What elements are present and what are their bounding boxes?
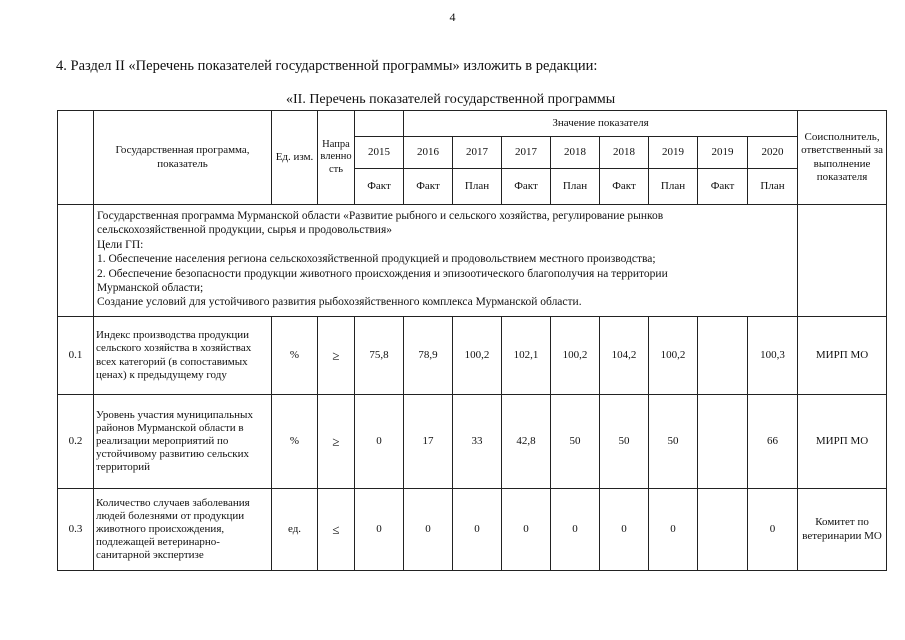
- value-cell: 78,9: [404, 317, 453, 395]
- page-number: 4: [449, 10, 456, 24]
- header-program: Государственная программа, показатель: [94, 111, 272, 205]
- type-cell: План: [551, 169, 600, 205]
- program-line: 1. Обеспечение населения региона сельскохозяйственной продукцией и продовольствием местного производства;: [97, 253, 656, 266]
- value-cell: 42,8: [502, 395, 551, 489]
- type-cell: Факт: [698, 169, 748, 205]
- value-cell: 100,2: [551, 317, 600, 395]
- type-cell: Факт: [404, 169, 453, 205]
- value-cell: 0: [748, 489, 798, 571]
- type-cell: План: [453, 169, 502, 205]
- value-cell: 0: [404, 489, 453, 571]
- program-responsible-cell: [798, 205, 887, 317]
- row-num: 0.2: [58, 395, 94, 489]
- year-cell: 2016: [404, 137, 453, 169]
- indicators-table: [57, 110, 887, 571]
- type-cell: План: [649, 169, 698, 205]
- program-line: 2. Обеспечение безопасности продукции животного происхождения и эпизоотического благополучия на территории: [97, 267, 668, 280]
- value-cell: [698, 489, 748, 571]
- header-row-1: [58, 111, 887, 137]
- program-line: Мурманской области;: [97, 281, 204, 294]
- value-cell: 75,8: [355, 317, 404, 395]
- year-cell: 2020: [748, 137, 798, 169]
- year-cell: 2019: [649, 137, 698, 169]
- value-cell: 100,2: [453, 317, 502, 395]
- value-cell: 100,2: [649, 317, 698, 395]
- row-unit: %: [272, 395, 318, 489]
- responsible-cell: Комитет по ветеринарии МО: [798, 489, 887, 571]
- year-cell: 2018: [600, 137, 649, 169]
- row-unit: %: [272, 317, 318, 395]
- value-cell: 0: [453, 489, 502, 571]
- row-num: 0.3: [58, 489, 94, 571]
- responsible-cell: МИРП МО: [798, 317, 887, 395]
- value-cell: 0: [502, 489, 551, 571]
- table-title: «II. Перечень показателей государственной программы: [286, 92, 616, 107]
- type-cell: Факт: [355, 169, 404, 205]
- type-cell: План: [748, 169, 798, 205]
- program-line: Создание условий для устойчивого развития рыбохозяйственного комплекса Мурманской области.: [97, 296, 582, 309]
- program-row: [58, 205, 887, 317]
- direction-icon: ≥: [318, 317, 355, 395]
- direction-icon: ≥: [318, 395, 355, 489]
- value-cell: 50: [600, 395, 649, 489]
- indicator-name: Уровень участия муниципальных районов Мурманской области в реализации мероприятий по устойчивому развитию сельских территорий: [94, 395, 272, 489]
- type-cell: Факт: [502, 169, 551, 205]
- year-cell: 2019: [698, 137, 748, 169]
- program-num-cell: [58, 205, 94, 317]
- intro-text: 4. Раздел II «Перечень показателей государственной программы» изложить в редакции:: [56, 58, 598, 74]
- header-blank-cell: [355, 111, 404, 137]
- value-cell: [698, 317, 748, 395]
- value-cell: 0: [355, 395, 404, 489]
- value-cell: 17: [404, 395, 453, 489]
- value-cell: 0: [600, 489, 649, 571]
- value-cell: 102,1: [502, 317, 551, 395]
- value-cell: 33: [453, 395, 502, 489]
- value-cell: 0: [649, 489, 698, 571]
- indicator-name: Количество случаев заболевания людей болезнями от продукции животного происхождения, подлежащей ветеринарно-санитарной экспертизе: [94, 489, 272, 571]
- year-cell: 2018: [551, 137, 600, 169]
- program-description: [94, 205, 798, 317]
- indicator-name: Индекс производства продукции сельского хозяйства в хозяйствах всех категорий (в сопоставимых ценах) к предыдущему году: [94, 317, 272, 395]
- year-cell: 2017: [453, 137, 502, 169]
- header-num-cell: [58, 111, 94, 205]
- value-cell: 0: [551, 489, 600, 571]
- header-direction: Направленность: [318, 111, 355, 205]
- value-cell: 0: [355, 489, 404, 571]
- year-cell: 2017: [502, 137, 551, 169]
- responsible-cell: МИРП МО: [798, 395, 887, 489]
- value-cell: 50: [551, 395, 600, 489]
- program-line: Государственная программа Мурманской области «Развитие рыбного и сельского хозяйства, регулирование рынков: [97, 210, 664, 222]
- direction-icon: ≤: [318, 489, 355, 571]
- header-responsible: Соисполнитель, ответственный за выполнение показателя: [798, 111, 887, 205]
- type-cell: Факт: [600, 169, 649, 205]
- program-line: Цели ГП:: [97, 238, 144, 251]
- table-row: [58, 395, 887, 489]
- value-cell: 50: [649, 395, 698, 489]
- program-line: сельскохозяйственной продукции, сырья и продовольствия»: [97, 224, 392, 237]
- row-num: 0.1: [58, 317, 94, 395]
- value-cell: [698, 395, 748, 489]
- header-value-group: Значение показателя: [404, 111, 798, 137]
- value-cell: 66: [748, 395, 798, 489]
- year-cell: 2015: [355, 137, 404, 169]
- table-row: [58, 489, 887, 571]
- value-cell: 104,2: [600, 317, 649, 395]
- value-cell: 100,3: [748, 317, 798, 395]
- header-unit: Ед. изм.: [272, 111, 318, 205]
- row-unit: ед.: [272, 489, 318, 571]
- table-row: [58, 317, 887, 395]
